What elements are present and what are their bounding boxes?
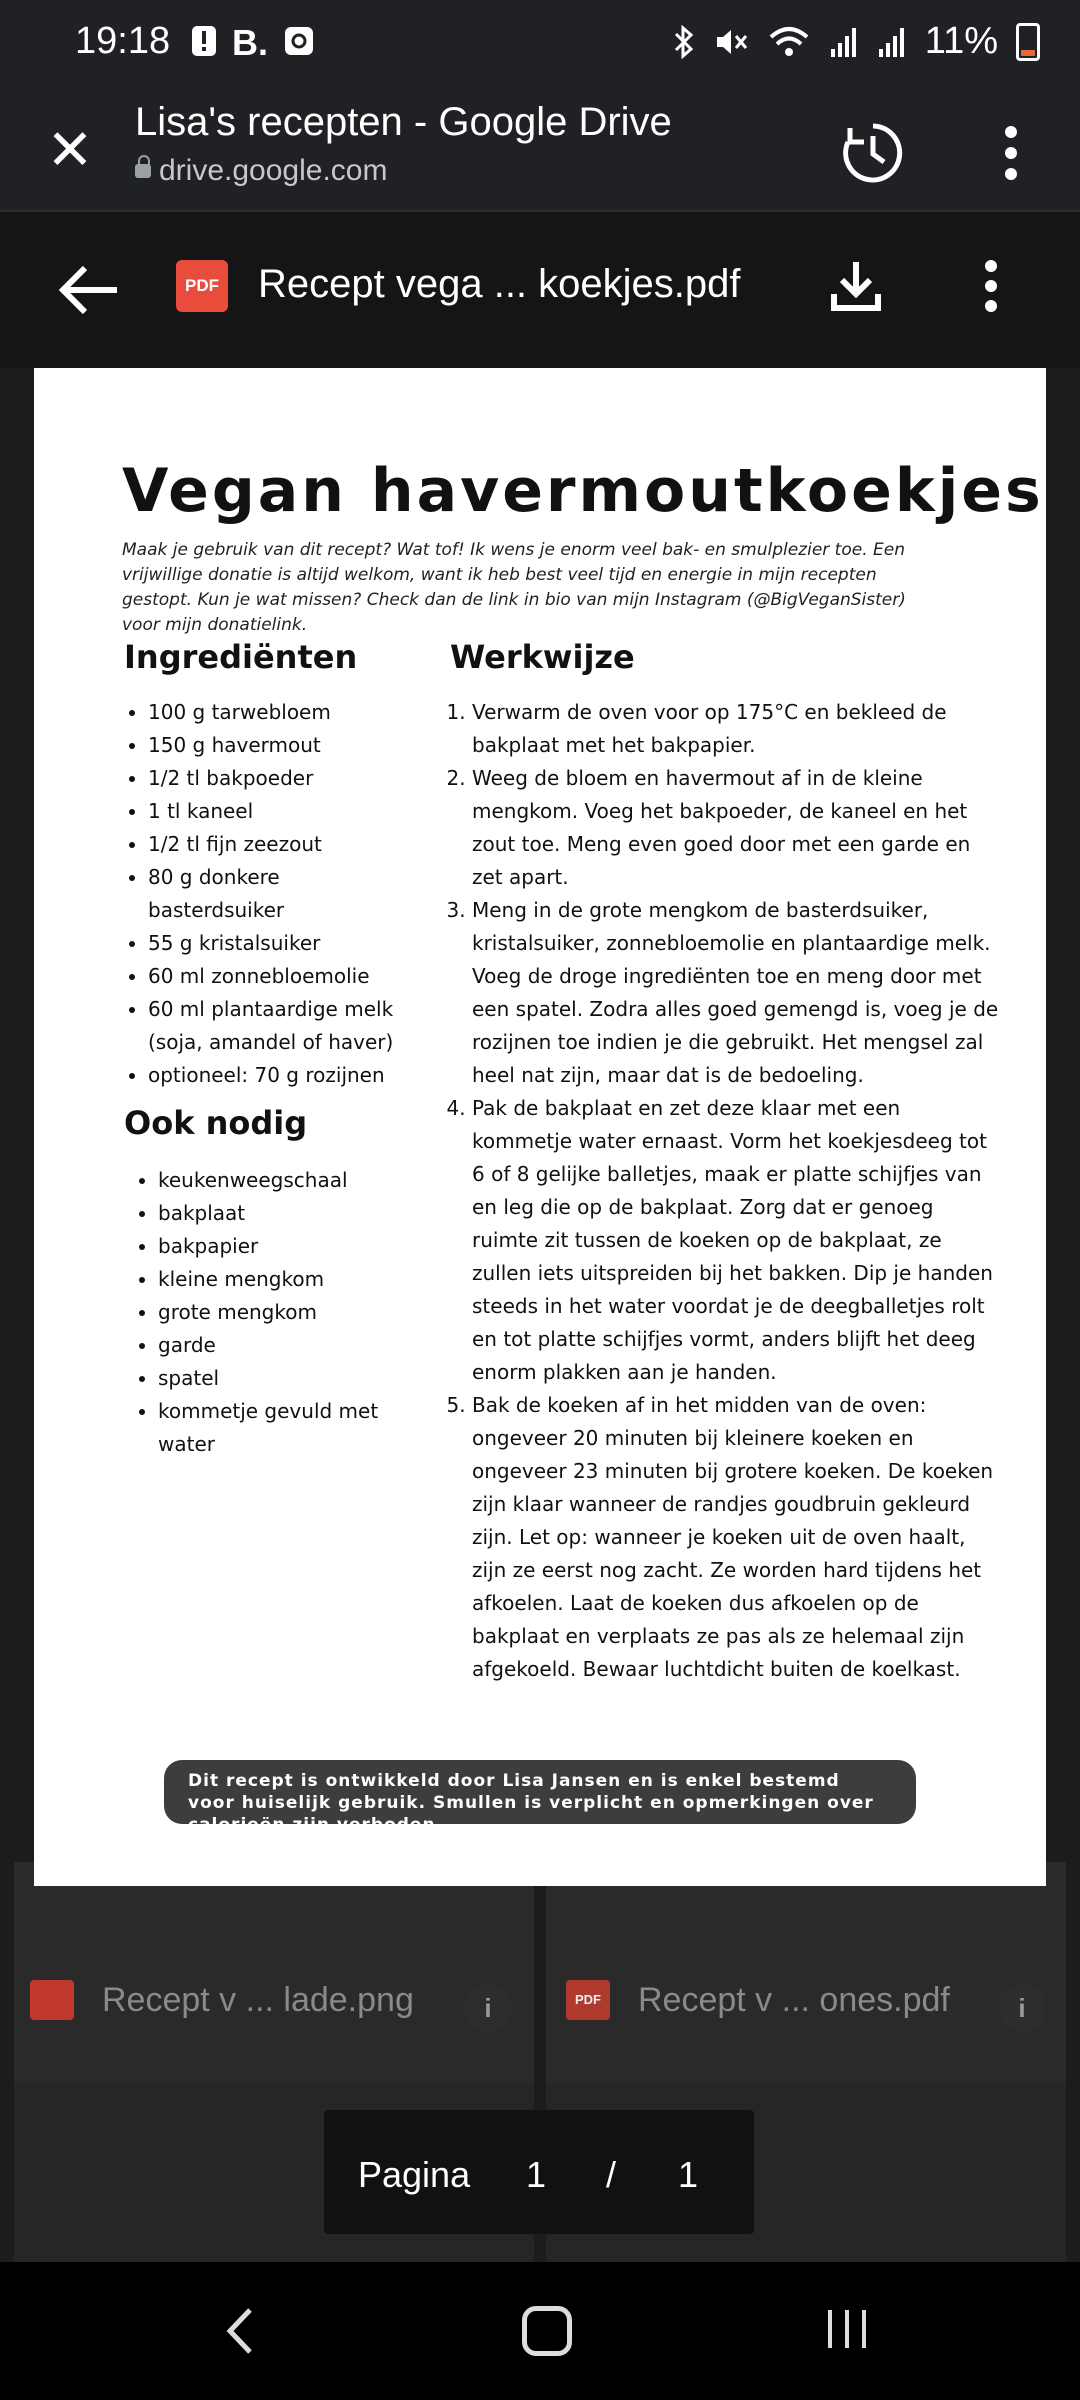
list-item: • kommetje gevuld met water: [158, 1395, 414, 1461]
pdf-page[interactable]: [34, 368, 1046, 1886]
url-text: drive.google.com: [159, 154, 388, 187]
square-app-icon: [284, 26, 314, 56]
list-item: • 100 g tarwebloem: [148, 696, 414, 729]
total-pages: 1: [678, 2154, 699, 2195]
nav-back-icon[interactable]: [220, 2306, 260, 2356]
history-icon[interactable]: [840, 120, 906, 186]
file-title: Recept vega ... koekjes.pdf: [258, 262, 741, 306]
bluetooth-icon: [673, 25, 695, 59]
system-nav-bar: [0, 2262, 1080, 2400]
list-item: • 55 g kristalsuiker: [148, 927, 414, 960]
list-item: • 1/2 tl fijn zeezout: [148, 828, 414, 861]
file-name: Recept v ... lade.png: [102, 1980, 414, 2019]
step-item: 4. Pak de bakplaat en zet deze klaar met een kommetje water ernaast. Vorm het koekjesdeeg tot 6 of 8 gelijke balletjes, maak er platte schijfjes van en leg die op de bakplaat. Zorg dat er genoeg ruimte zit tussen de koeken op de bakplaat, ze zullen iets uitspreiden bij het bakken. Dip je handen steeds in het water voordat je de deegballetjes rolt en tot platte schijfjes vormt, anders blijft het deeg enorm plakken aan je handen.: [472, 1092, 1000, 1389]
tab-title: Lisa's recepten - Google Drive: [135, 100, 672, 144]
alert-icon: [190, 24, 218, 58]
ingredients-heading: Ingrediënten: [124, 638, 358, 676]
needed-list: [124, 1164, 414, 1461]
info-icon[interactable]: i: [464, 1984, 512, 2032]
steps-heading: Werkwijze: [450, 638, 635, 676]
mute-icon: [713, 25, 749, 59]
wifi-icon: [767, 25, 811, 59]
lock-icon: [135, 164, 151, 178]
back-arrow-icon[interactable]: [55, 260, 125, 320]
needed-heading: Ook nodig: [124, 1104, 308, 1142]
nav-home-icon[interactable]: [522, 2306, 572, 2356]
drive-file-item[interactable]: [566, 1980, 950, 2020]
list-item: • 1/2 tl bakpoeder: [148, 762, 414, 795]
signal-icon: [877, 25, 907, 59]
list-item: • 1 tl kaneel: [148, 795, 414, 828]
list-item: • 60 ml plantaardige melk (soja, amandel of haver): [148, 993, 414, 1059]
list-item: • 60 ml zonnebloemolie: [148, 960, 414, 993]
document-footer: Dit recept is ontwikkeld door Lisa Jansen en is enkel bestemd voor huiselijk gebruik. Smullen is verplicht en opmerkingen over calorieën zijn verboden.: [164, 1760, 916, 1824]
more-vert-icon[interactable]: [988, 120, 1034, 186]
document-intro: Maak je gebruik van dit recept? Wat tof! Ik wens je enorm veel bak- en smulplezier toe. Een vrijwillige donatie is altijd welkom, want ik heb best veel tijd en energie in mijn recepten gestopt. Kun je wat missen? Check dan de link in bio van mijn Instagram (@BigVeganSister) voor mijn donatielink.: [122, 540, 906, 635]
list-item: • 150 g havermout: [148, 729, 414, 762]
left-column: [124, 638, 414, 1461]
drive-file-item[interactable]: [30, 1980, 414, 2020]
step-item: 2. Weeg de bloem en havermout af in de kleine mengkom. Voeg het bakpoeder, de kaneel en het zout toe. Meng even goed door met een garde en zet apart.: [472, 762, 1000, 894]
ingredients-list: [124, 696, 414, 1092]
svg-text:B.: B.: [232, 24, 268, 58]
status-right: [673, 20, 1040, 63]
pdf-icon: PDF: [566, 1980, 610, 2020]
list-item: • spatel: [158, 1362, 414, 1395]
steps-list: [450, 696, 1000, 1686]
status-bar: [0, 0, 1080, 92]
browser-toolbar: [0, 92, 1080, 212]
nav-recents-icon[interactable]: [824, 2306, 870, 2352]
list-item: • garde: [158, 1329, 414, 1362]
list-item: • 80 g donkere basterdsuiker: [148, 861, 414, 927]
current-page: 1: [526, 2154, 547, 2195]
list-item: • bakpapier: [158, 1230, 414, 1263]
status-time: 19:18: [75, 20, 171, 62]
list-item: • grote mengkom: [158, 1296, 414, 1329]
step-item: 1. Verwarm de oven voor op 175°C en bekleed de bakplaat met het bakpapier.: [472, 696, 1000, 762]
page-separator: /: [606, 2154, 617, 2195]
list-item: • optioneel: 70 g rozijnen: [148, 1059, 414, 1092]
download-icon[interactable]: [828, 258, 884, 314]
step-item: 5. Bak de koeken af in het midden van de oven: ongeveer 20 minuten bij kleinere koeken en ongeveer 23 minuten bij grotere koeken. De koeken zijn klaar wanneer de randjes goudbruin gekleurd zijn. Let op: wanneer je koeken uit de oven haalt, zijn ze eerst nog zacht. Ze worden hard tijdens het afkoelen. Laat de koeken dus afkoelen op de bakplaat en verplaats ze pas als ze helemaal zijn afgekoeld. Bewaar luchtdicht buiten de koelkast.: [472, 1389, 1000, 1686]
right-column: [450, 638, 1000, 1686]
b-app-icon: [232, 24, 270, 58]
page-label: Pagina: [358, 2154, 471, 2195]
list-item: • bakplaat: [158, 1197, 414, 1230]
battery-percentage: 11%: [924, 20, 998, 62]
document-title: Vegan havermoutkoekjes: [122, 456, 1044, 526]
info-icon[interactable]: i: [998, 1984, 1046, 2032]
signal-icon: [829, 25, 859, 59]
image-icon: [30, 1980, 74, 2020]
file-name: Recept v ... ones.pdf: [638, 1980, 950, 2019]
list-item: • keukenweegschaal: [158, 1164, 414, 1197]
page-indicator: [324, 2110, 754, 2234]
notification-icons: [190, 24, 314, 58]
step-item: 3. Meng in de grote mengkom de basterdsuiker, kristalsuiker, zonnebloemolie en plantaardige melk. Voeg de droge ingrediënten toe en meng door met een spatel. Zodra alles goed gemengd is, voeg je de rozijnen toe indien je die gebruikt. Het mengsel zal heel nat zijn, maar dat is de bedoeling.: [472, 894, 1000, 1092]
close-icon[interactable]: ✕: [46, 118, 94, 181]
list-item: • kleine mengkom: [158, 1263, 414, 1296]
more-vert-icon[interactable]: [976, 258, 1006, 314]
tab-url: [135, 154, 387, 188]
pdf-icon: PDF: [176, 260, 228, 312]
battery-icon: [1016, 23, 1040, 61]
